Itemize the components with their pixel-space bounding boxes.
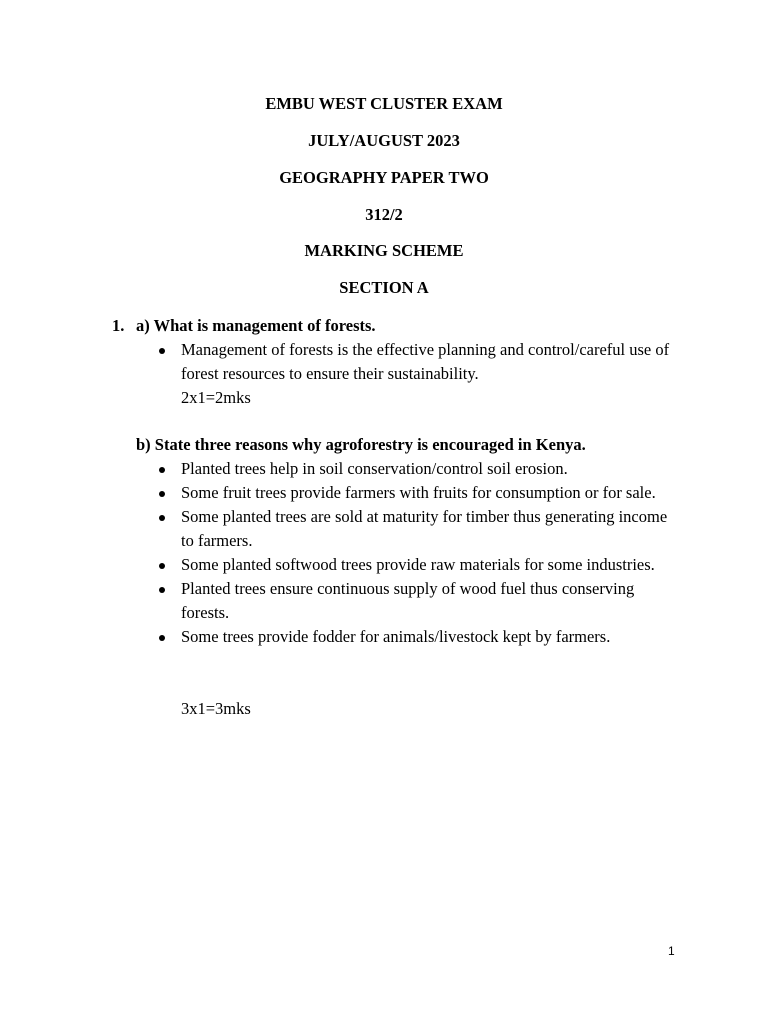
bullet-icon: [159, 587, 165, 593]
question-number: 1.: [112, 316, 125, 335]
list-item: [181, 577, 681, 625]
list-item: [181, 457, 681, 481]
bullet-icon: [159, 515, 165, 521]
question-1b-heading: b) State three reasons why agroforestry is encouraged in Kenya.: [136, 435, 586, 454]
list-item: [181, 505, 681, 553]
bullet-icon: [159, 563, 165, 569]
list-item: [181, 553, 681, 577]
bullet-icon: [159, 491, 165, 497]
list-item: [181, 625, 681, 649]
list-item: [181, 481, 681, 505]
question-1b-answers: [181, 457, 681, 649]
answer-text: Some planted softwood trees provide raw materials for some industries.: [181, 555, 655, 574]
section-title: SECTION A: [339, 278, 429, 297]
exam-title: EMBU WEST CLUSTER EXAM: [265, 94, 503, 113]
paper-code: 312/2: [365, 205, 403, 224]
answer-text: Some planted trees are sold at maturity for timber thus generating income to farmers.: [181, 507, 668, 550]
answer-text: Planted trees ensure continuous supply of wood fuel thus conserving forests.: [181, 579, 635, 622]
bullet-icon: [159, 635, 165, 641]
page-number: 1: [668, 944, 675, 958]
bullet-icon: [159, 348, 165, 354]
answer-text: Planted trees help in soil conservation/control soil erosion.: [181, 459, 568, 478]
question-1a-answers: [181, 338, 681, 386]
question-1a-marks: 2x1=2mks: [181, 388, 251, 407]
list-item: [181, 338, 681, 386]
answer-text: Some trees provide fodder for animals/livestock kept by farmers.: [181, 627, 611, 646]
answer-text: Some fruit trees provide farmers with fruits for consumption or for sale.: [181, 483, 656, 502]
answer-text: Management of forests is the effective planning and control/careful use of forest resources to ensure their sustainability.: [181, 340, 670, 383]
document-type: MARKING SCHEME: [304, 241, 464, 260]
question-1a-heading: a) What is management of forests.: [136, 316, 376, 335]
exam-subject: GEOGRAPHY PAPER TWO: [279, 168, 489, 187]
exam-session: JULY/AUGUST 2023: [308, 131, 460, 150]
bullet-icon: [159, 467, 165, 473]
question-1b-marks: 3x1=3mks: [181, 699, 251, 718]
